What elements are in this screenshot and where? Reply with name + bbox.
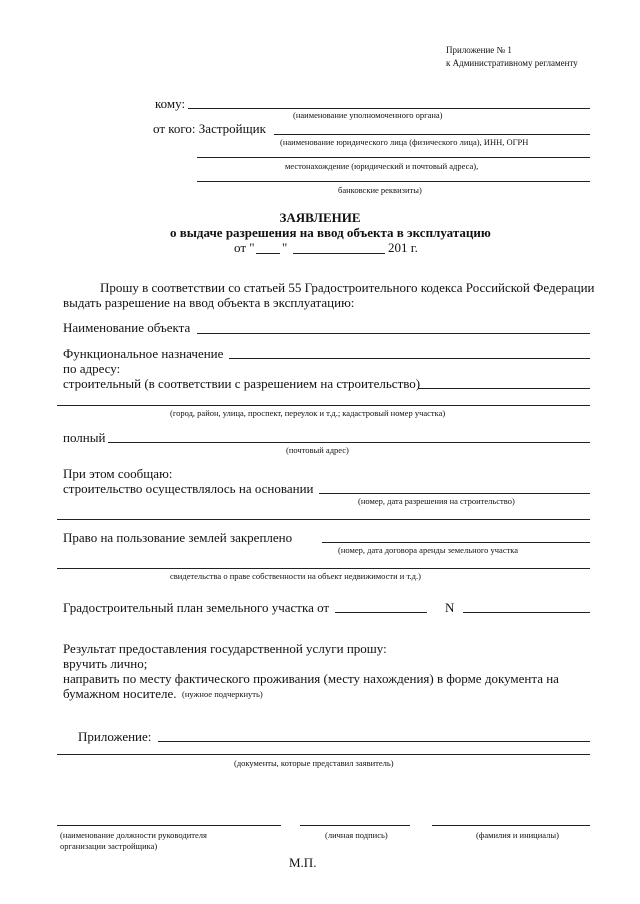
to-label: кому:: [155, 96, 186, 111]
object-name-label: Наименование объекта: [63, 320, 191, 335]
position-caption-2: организации застройщика): [60, 841, 158, 851]
appendix-number: Приложение № 1: [446, 45, 512, 55]
basis-label: строительство осуществлялось на основании: [63, 481, 314, 496]
attachment-label: Приложение:: [78, 729, 152, 744]
location-caption: местонахождение (юридический и почтовый адреса),: [285, 161, 479, 171]
position-caption-1: (наименование должности руководителя: [60, 830, 207, 840]
date-day-line: [256, 253, 280, 254]
result-underline-hint: (нужное подчеркнуть): [182, 689, 263, 699]
full-address-line: [108, 442, 590, 443]
document-title: ЗАЯВЛЕНИЕ: [279, 210, 361, 225]
stamp-place: М.П.: [289, 855, 317, 870]
result-line-3: направить по месту фактического проживания (месту нахождения) в форме документа на: [63, 671, 559, 686]
ownership-caption: свидетельства о праве собственности на объект недвижимости и т.д.): [170, 571, 421, 581]
document-subtitle: о выдаче разрешения на ввод объекта в эксплуатацию: [170, 225, 491, 240]
from-label: от кого: Застройщик: [153, 121, 266, 136]
appendix-reference: к Административному регламенту: [446, 58, 578, 68]
basis-line: [319, 493, 590, 494]
plan-number-label: N: [445, 600, 455, 615]
attachment-caption: (документы, которые представил заявитель): [234, 758, 394, 768]
construction-address-line-2: [57, 405, 590, 406]
bank-caption: банковские реквизиты): [338, 185, 422, 195]
plan-label: Градостроительный план земельного участка от: [63, 600, 330, 615]
date-prefix: от ": [234, 240, 255, 255]
full-address-label: полный: [63, 430, 106, 445]
result-line-2: вручить лично;: [63, 656, 148, 671]
basis-line-2: [57, 519, 590, 520]
to-line: [188, 108, 590, 109]
name-caption: (фамилия и инициалы): [476, 830, 559, 840]
request-line-1: Прошу в соответствии со статьей 55 Градостроительного кодекса Российской Федерации: [100, 280, 595, 295]
lease-caption: (номер, дата договора аренды земельного участка: [338, 545, 519, 555]
purpose-label: Функциональное назначение: [63, 346, 224, 361]
date-quote: ": [282, 240, 288, 255]
bank-line: [197, 181, 590, 182]
attachment-line-2: [57, 754, 590, 755]
object-name-line: [197, 333, 590, 334]
from-line: [274, 134, 590, 135]
name-line: [432, 825, 590, 826]
position-line: [57, 825, 281, 826]
notice-label: При этом сообщаю:: [63, 466, 173, 481]
land-right-line-2: [57, 568, 590, 569]
permit-caption: (номер, дата разрешения на строительство): [358, 496, 515, 506]
plan-number-line: [463, 612, 590, 613]
address-caption: (город, район, улица, проспект, переулок и т.д.; кадастровый номер участка): [170, 408, 446, 418]
postal-caption: (почтовый адрес): [286, 445, 349, 455]
to-caption: (наименование уполномоченного органа): [293, 110, 443, 120]
purpose-line: [229, 358, 590, 359]
date-year: 201 г.: [388, 240, 418, 255]
result-line-4: бумажном носителе.: [63, 686, 177, 701]
signature-line: [300, 825, 410, 826]
address-label: по адресу:: [63, 361, 121, 376]
plan-date-line: [335, 612, 427, 613]
attachment-line-1: [158, 741, 590, 742]
construction-address-label: строительный (в соответствии с разрешением на строительство): [63, 376, 421, 391]
land-right-label: Право на пользование землей закреплено: [63, 530, 293, 545]
construction-address-line-1: [418, 388, 590, 389]
location-line: [197, 157, 590, 158]
result-line-1: Результат предоставления государственной услуги прошу:: [63, 641, 387, 656]
land-right-line: [322, 542, 590, 543]
from-caption: (наименование юридического лица (физического лица), ИНН, ОГРН: [280, 137, 529, 147]
signature-caption: (личная подпись): [325, 830, 388, 840]
date-month-line: [293, 253, 385, 254]
request-line-2: выдать разрешение на ввод объекта в эксплуатацию:: [63, 295, 355, 310]
